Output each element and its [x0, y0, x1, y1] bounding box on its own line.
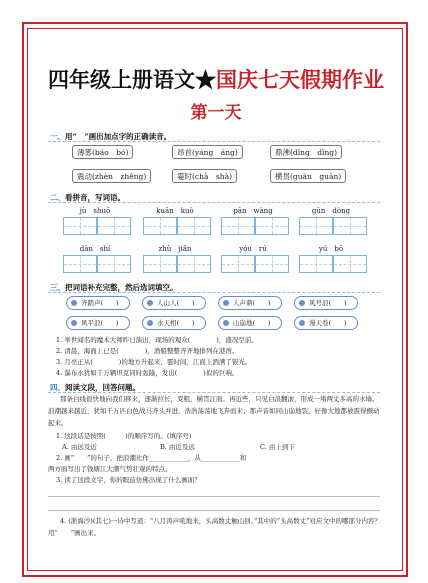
- pinyin-prompt: gǔn dòng: [311, 207, 351, 215]
- writing-grid[interactable]: [333, 217, 367, 235]
- writing-grid[interactable]: [221, 217, 255, 235]
- worksheet-title: [36, 64, 396, 94]
- fill-in-sentence[interactable]: 4. 瀑布水犹如千万辆坦克同时轰隆，发出( )似的巨响。: [56, 369, 239, 377]
- pinyin-prompt: yóu rú: [239, 245, 267, 253]
- idiom-completion[interactable]: 风号浪( ): [294, 296, 358, 310]
- pinyin-prompt: dān shí: [79, 245, 111, 253]
- writing-grid[interactable]: [143, 255, 177, 273]
- question-4: 4. (浙海沙)(其七)一诗中写道：“八月涛声吼地来，头高数丈触山回。”其中的“头高数丈”对应文中的哪部分内容？用“ ”画出来。: [48, 517, 381, 537]
- writing-grid[interactable]: [97, 217, 131, 235]
- answer-line[interactable]: [48, 496, 380, 497]
- section-2-number: 二、: [50, 193, 65, 202]
- question-2-cont: 两方面写出了钱塘江大潮气势壮观的特点。: [48, 465, 172, 473]
- option-b[interactable]: B. 由近及远: [160, 443, 195, 451]
- fill-in-sentence[interactable]: 3. 月亮正从( )的地方升起来，霎时间，江面上洒满了银光。: [56, 358, 252, 366]
- section-1-number: 一、: [50, 132, 65, 141]
- pinyin-prompt: jù shuō: [79, 207, 111, 215]
- pinyin-prompt: zhǔ jiǎn: [158, 245, 192, 253]
- writing-grid[interactable]: [63, 217, 97, 235]
- writing-grid[interactable]: [177, 217, 211, 235]
- answer-line[interactable]: [48, 510, 380, 511]
- day-heading: 第一天: [190, 103, 242, 123]
- writing-grid[interactable]: [299, 217, 333, 235]
- writing-grid[interactable]: [143, 217, 177, 235]
- pronunciation-choice[interactable]: 昂首(yáng áng): [172, 145, 243, 159]
- section-1-title: 用“ ”画出加点字的正确读音。: [65, 132, 172, 141]
- section-2-title: 看拼音，写词语。: [65, 193, 125, 202]
- idiom-completion[interactable]: 山崩地( ): [218, 316, 282, 330]
- title-grade: 四年级上册语文★: [48, 67, 216, 92]
- pronunciation-choice[interactable]: 震动(zhèn zhěng): [72, 169, 151, 183]
- option-c[interactable]: C. 由上到下: [260, 443, 295, 451]
- question-1[interactable]: 1. 这段话是按照( )的顺序写的。(填序号): [56, 432, 192, 440]
- idiom-completion[interactable]: 风平浪( ): [66, 316, 130, 330]
- section-3-rule: [48, 292, 380, 293]
- section-4-title: 阅读文段，回答问题。: [65, 383, 140, 392]
- question-2[interactable]: 2. 画“ ”的句子，把浪潮比作____________，从____________和: [56, 454, 247, 462]
- writing-grid[interactable]: [63, 255, 97, 273]
- idiom-completion[interactable]: 人山人( ): [142, 296, 206, 310]
- idiom-completion[interactable]: 漫天卷( ): [294, 316, 358, 330]
- pronunciation-choice[interactable]: 鼎沸(dǐng dǐng): [270, 145, 342, 159]
- idiom-completion[interactable]: 人声鼎( ): [218, 296, 282, 310]
- pinyin-prompt: yú bō: [318, 245, 344, 253]
- fill-in-sentence[interactable]: 2. 清晨，海面上已是( )，渔船整整齐齐地排列在港湾。: [56, 347, 239, 355]
- section-2-rule: [48, 202, 380, 203]
- question-3: 3. 读了这段文字，你的眼前仿佛出现了什么画面？: [56, 476, 201, 484]
- fill-in-sentence[interactable]: 1. 举世闻名的魔术大师昨日演出，现场的观众( )，盛况空前。: [56, 336, 258, 344]
- option-a[interactable]: A. 由远及近: [62, 443, 97, 451]
- idiom-completion[interactable]: 齐踏声( ): [66, 296, 130, 310]
- writing-grid[interactable]: [177, 255, 211, 273]
- section-1-rule: [48, 141, 380, 142]
- section-3-title: 把词语补充完整，然后选词填空。: [65, 283, 178, 292]
- section-3-number: 三、: [50, 283, 65, 292]
- writing-grid[interactable]: [255, 217, 289, 235]
- pronunciation-choice[interactable]: 霎时(chà shà): [172, 169, 237, 183]
- writing-grid[interactable]: [299, 255, 333, 273]
- writing-grid[interactable]: [221, 255, 255, 273]
- idiom-completion[interactable]: 水天相( ): [142, 316, 206, 330]
- title-holiday: 国庆七天假期作业: [216, 67, 384, 92]
- reading-passage: 那条白线很快地向我们移来，逐渐拉长，变粗，横贯江面。再近些，只见白浪翻滚，形成一堵两丈多高的水墙。浪潮越来越近，犹如千万匹白色战马齐头并进，浩浩荡荡地飞奔而来；那声音如同山崩地裂，好像大地都被震得颤动起来。: [48, 395, 380, 427]
- writing-grid[interactable]: [255, 255, 289, 273]
- pinyin-prompt: kuān kuò: [156, 207, 194, 215]
- pinyin-prompt: pān wàng: [233, 207, 273, 215]
- writing-grid[interactable]: [333, 255, 367, 273]
- writing-grid[interactable]: [97, 255, 131, 273]
- pronunciation-choice[interactable]: 横贯(guàn guān): [270, 169, 346, 183]
- pronunciation-choice[interactable]: 薄雾(báo bó): [72, 145, 133, 159]
- section-4-number: 四、: [50, 383, 65, 392]
